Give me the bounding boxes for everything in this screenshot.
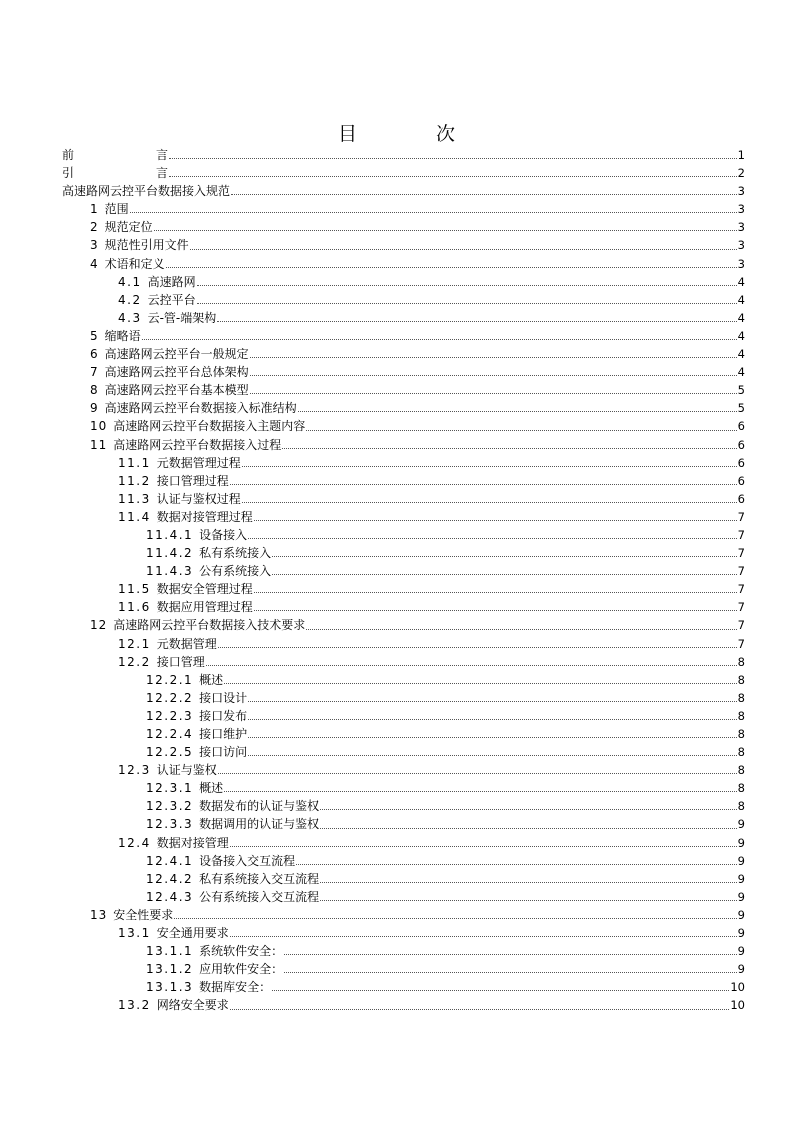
toc-entry-text: 高速路网云控平台数据接入主题内容 xyxy=(113,419,306,434)
toc-entry[interactable] xyxy=(62,888,745,906)
toc-dot-leader xyxy=(250,392,737,394)
toc-entry[interactable] xyxy=(62,472,745,490)
toc-entry-page-number: 8 xyxy=(737,672,745,687)
toc-entry-page-number: 9 xyxy=(737,944,745,959)
toc-entry-text: 接口设计 xyxy=(199,690,248,705)
toc-entry-number: 12.2.5 xyxy=(146,745,194,760)
toc-entry-text: 术语和定义 xyxy=(104,256,165,271)
toc-dot-leader xyxy=(206,664,737,666)
toc-entry-heading-right: 言 xyxy=(155,166,168,181)
toc-entry-number: 11.6 xyxy=(118,600,151,615)
toc-entry[interactable] xyxy=(62,852,745,870)
toc-entry-page-number: 7 xyxy=(737,527,745,542)
toc-dot-leader xyxy=(320,899,736,901)
toc-entry-text: 接口发布 xyxy=(199,708,248,723)
toc-entry-number: 12.4 xyxy=(118,835,151,850)
toc-entry-page-number: 9 xyxy=(737,871,745,886)
toc-dot-leader xyxy=(282,447,736,449)
toc-entry[interactable] xyxy=(62,797,745,815)
toc-entry-page-number: 6 xyxy=(737,419,745,434)
toc-entry-number: 4.2 xyxy=(118,292,142,307)
toc-entry[interactable] xyxy=(62,436,745,454)
toc-entry-text: 接口访问 xyxy=(199,745,248,760)
toc-entry-text: 数据发布的认证与鉴权 xyxy=(199,799,320,814)
toc-entry-text: 系统软件安全： xyxy=(199,944,284,959)
toc-entry-page-number: 3 xyxy=(737,256,745,271)
toc-entry-page-number: 8 xyxy=(737,690,745,705)
toc-entry-number: 6 xyxy=(90,347,99,362)
toc-entry-text: 认证与鉴权 xyxy=(156,763,217,778)
toc-entry-page-number: 8 xyxy=(737,745,745,760)
toc-entry-text: 高速路网云控平台数据接入过程 xyxy=(113,437,282,452)
toc-entry-number: 12.3 xyxy=(118,763,151,778)
toc-entry-page-number: 4 xyxy=(737,365,745,380)
toc-dot-leader xyxy=(272,555,736,557)
toc-entry-text: 范围 xyxy=(104,202,129,217)
toc-entry-number: 11.2 xyxy=(118,473,151,488)
toc-entry-number: 4.3 xyxy=(118,310,142,325)
toc-dot-leader xyxy=(197,284,737,286)
toc-entry-number: 12.2 xyxy=(118,654,151,669)
toc-entry-page-number: 7 xyxy=(737,564,745,579)
toc-dot-leader xyxy=(248,537,736,539)
toc-entry-number: 12.4.2 xyxy=(146,871,194,886)
toc-entry-text: 概述 xyxy=(199,672,224,687)
toc-entry-page-number: 4 xyxy=(737,328,745,343)
toc-entry[interactable] xyxy=(62,960,745,978)
toc-entry-text: 网络安全要求 xyxy=(156,998,229,1013)
toc-dot-leader xyxy=(230,935,737,937)
toc-dot-leader xyxy=(174,917,736,919)
toc-entry[interactable] xyxy=(62,743,745,761)
toc-entry[interactable] xyxy=(62,417,745,435)
toc-entry-number: 12.2.4 xyxy=(146,727,194,741)
toc-dot-leader xyxy=(169,175,737,177)
toc-entry-text: 应用软件安全： xyxy=(199,962,284,977)
toc-entry[interactable] xyxy=(62,200,745,218)
toc-entry-text: 设备接入 xyxy=(199,527,248,542)
toc-title: 目 次 xyxy=(337,123,485,145)
toc-entry-number: 12.2.3 xyxy=(146,708,194,723)
toc-entry-number: 10 xyxy=(90,419,108,434)
toc-entry-number: 13.1.3 xyxy=(146,980,194,995)
toc-entry-page-number: 9 xyxy=(737,817,745,832)
toc-entry-page-number: 9 xyxy=(737,962,745,977)
toc-entry-number: 12.2.2 xyxy=(146,690,194,705)
toc-entry-number: 12.3.2 xyxy=(146,799,194,814)
toc-entry-text: 公有系统接入 xyxy=(199,564,272,579)
toc-entry-page-number: 4 xyxy=(737,292,745,307)
toc-entry[interactable] xyxy=(62,761,745,779)
toc-entry-text: 认证与鉴权过程 xyxy=(156,491,241,506)
table-of-contents xyxy=(62,146,745,1015)
toc-dot-leader xyxy=(320,808,736,810)
toc-entry-number: 1 xyxy=(90,202,99,217)
toc-entry[interactable] xyxy=(62,544,745,562)
toc-dot-leader xyxy=(254,609,737,611)
toc-entry-page-number: 8 xyxy=(737,781,745,796)
toc-dot-leader xyxy=(169,157,737,159)
toc-entry-number: 7 xyxy=(90,365,99,380)
toc-entry-page-number: 6 xyxy=(737,437,745,452)
toc-entry-page-number: 7 xyxy=(737,600,745,615)
toc-entry-number: 11.4.1 xyxy=(146,527,194,542)
toc-dot-leader xyxy=(250,356,737,358)
toc-entry-number: 4 xyxy=(90,256,99,271)
toc-entry-text: 元数据管理过程 xyxy=(156,455,241,470)
toc-dot-leader xyxy=(230,1008,730,1010)
toc-entry-text: 元数据管理 xyxy=(156,636,217,651)
toc-entry-number: 11.4.2 xyxy=(146,546,194,561)
toc-dot-leader xyxy=(284,953,736,955)
toc-entry-number: 11 xyxy=(90,437,108,452)
toc-entry[interactable] xyxy=(62,508,745,526)
toc-entry-text: 数据对接管理 xyxy=(156,835,229,850)
toc-entry-number: 11.3 xyxy=(118,491,151,506)
toc-entry-text: 设备接入交互流程 xyxy=(199,853,296,868)
toc-entry[interactable] xyxy=(62,996,745,1014)
toc-entry[interactable] xyxy=(62,978,745,996)
toc-dot-leader xyxy=(230,845,737,847)
toc-entry-number: 3 xyxy=(90,238,99,253)
toc-entry-page-number: 7 xyxy=(737,509,745,524)
toc-entry-number: 2 xyxy=(90,220,99,235)
toc-entry-page-number: 9 xyxy=(737,889,745,904)
toc-entry-number: 11.1 xyxy=(118,455,151,470)
toc-entry-number: 12.1 xyxy=(118,636,151,651)
toc-entry-text: 数据调用的认证与鉴权 xyxy=(199,817,320,832)
toc-entry-text: 数据应用管理过程 xyxy=(156,600,253,615)
toc-entry-text: 规范性引用文件 xyxy=(104,238,189,253)
toc-entry-text: 私有系统接入 xyxy=(199,546,272,561)
toc-entry[interactable] xyxy=(62,182,745,200)
toc-entry[interactable] xyxy=(62,490,745,508)
toc-entry-text: 云控平台 xyxy=(147,292,196,307)
toc-entry-page-number: 8 xyxy=(737,763,745,778)
toc-dot-leader xyxy=(218,772,737,774)
toc-entry-number: 13 xyxy=(90,907,108,922)
toc-entry-number: 12.2.1 xyxy=(146,672,194,687)
toc-entry-text: 高速路网云控平台一般规定 xyxy=(104,347,249,362)
toc-entry[interactable] xyxy=(62,580,745,598)
toc-entry-page-number: 3 xyxy=(737,202,745,217)
toc-entry-number: 13.1 xyxy=(118,926,151,941)
toc-entry[interactable] xyxy=(62,671,745,689)
toc-entry[interactable] xyxy=(62,399,745,417)
toc-entry[interactable] xyxy=(62,309,745,327)
toc-dot-leader xyxy=(154,229,737,231)
toc-entry[interactable] xyxy=(62,906,745,924)
toc-entry-text: 接口管理 xyxy=(156,654,205,669)
toc-entry-number: 8 xyxy=(90,383,99,398)
toc-entry-text: 高速路网 xyxy=(147,274,196,289)
toc-dot-leader xyxy=(272,989,729,991)
toc-entry[interactable] xyxy=(62,273,745,291)
toc-entry[interactable] xyxy=(62,327,745,345)
toc-entry-text: 高速路网云控平台数据接入技术要求 xyxy=(113,618,306,633)
toc-dot-leader xyxy=(130,211,737,213)
toc-entry[interactable] xyxy=(62,834,745,852)
toc-entry-number: 12.3.3 xyxy=(146,817,194,832)
toc-entry-text: 接口维护 xyxy=(199,727,248,741)
toc-entry-number: 13.1.2 xyxy=(146,962,194,977)
toc-dot-leader xyxy=(250,374,737,376)
toc-entry-page-number: 6 xyxy=(737,455,745,470)
toc-entry[interactable] xyxy=(62,707,745,725)
toc-entry-number: 11.4.3 xyxy=(146,564,194,579)
toc-entry-page-number: 9 xyxy=(737,853,745,868)
toc-entry-number: 9 xyxy=(90,401,99,416)
toc-entry-heading xyxy=(62,164,168,182)
toc-entry[interactable] xyxy=(62,635,745,653)
toc-entry-number: 12.4.3 xyxy=(146,889,194,904)
toc-dot-leader xyxy=(248,736,736,738)
toc-entry-page-number: 6 xyxy=(737,473,745,488)
toc-entry-page-number: 3 xyxy=(737,238,745,253)
toc-entry-page-number: 7 xyxy=(737,618,745,633)
toc-dot-leader xyxy=(166,266,737,268)
toc-dot-leader xyxy=(190,248,737,250)
toc-entry-number: 4.1 xyxy=(118,274,142,289)
toc-entry-text: 安全性要求 xyxy=(113,907,174,922)
toc-entry-page-number: 7 xyxy=(737,582,745,597)
toc-entry-text: 高速路网云控平台数据接入标准结构 xyxy=(104,401,297,416)
toc-entry-text: 数据库安全： xyxy=(199,980,272,995)
toc-entry-text: 公有系统接入交互流程 xyxy=(199,889,320,904)
toc-dot-leader xyxy=(254,519,737,521)
toc-entry-page-number: 6 xyxy=(737,491,745,506)
toc-dot-leader xyxy=(197,302,737,304)
toc-entry-page-number: 9 xyxy=(737,926,745,941)
toc-entry-page-number: 4 xyxy=(737,274,745,289)
toc-dot-leader xyxy=(224,682,736,684)
toc-entry-page-number: 8 xyxy=(737,799,745,814)
toc-entry-number: 11.4 xyxy=(118,509,151,524)
toc-entry-text: 安全通用要求 xyxy=(156,926,229,941)
toc-dot-leader xyxy=(218,646,737,648)
toc-entry-page-number: 3 xyxy=(737,220,745,235)
toc-dot-leader xyxy=(248,700,736,702)
toc-entry-page-number: 7 xyxy=(737,546,745,561)
toc-entry-text: 高速路网云控平台数据接入规范 xyxy=(62,184,231,199)
toc-entry-page-number: 8 xyxy=(737,654,745,669)
toc-entry[interactable] xyxy=(62,616,745,634)
toc-entry[interactable] xyxy=(62,924,745,942)
toc-entry[interactable] xyxy=(62,689,745,707)
toc-entry-number: 12 xyxy=(90,618,108,633)
toc-entry-page-number: 9 xyxy=(737,835,745,850)
toc-entry-page-number: 7 xyxy=(737,636,745,651)
toc-entry-number: 12.4.1 xyxy=(146,853,194,868)
toc-entry-heading-left: 引 xyxy=(62,166,75,181)
toc-entry-page-number: 3 xyxy=(737,184,745,199)
toc-entry-page-number: 10 xyxy=(730,980,745,995)
toc-entry-heading-right: 言 xyxy=(155,148,168,162)
toc-entry[interactable] xyxy=(62,236,745,254)
toc-dot-leader xyxy=(320,827,736,829)
toc-entry-number: 12.3.1 xyxy=(146,781,194,796)
toc-entry-text: 高速路网云控平台总体架构 xyxy=(104,365,249,380)
toc-entry[interactable] xyxy=(62,526,745,544)
toc-entry-text: 接口管理过程 xyxy=(156,473,229,488)
toc-dot-leader xyxy=(298,410,737,412)
toc-entry[interactable] xyxy=(62,363,745,381)
toc-dot-leader xyxy=(242,465,737,467)
toc-entry-number: 13.1.1 xyxy=(146,944,194,959)
toc-entry-page-number: 10 xyxy=(730,998,745,1013)
toc-entry[interactable] xyxy=(62,870,745,888)
toc-dot-leader xyxy=(306,429,736,431)
toc-dot-leader xyxy=(224,790,736,792)
toc-entry-text: 缩略语 xyxy=(104,328,141,343)
toc-entry-heading xyxy=(62,146,168,164)
toc-entry[interactable] xyxy=(62,291,745,309)
toc-entry-text: 数据对接管理过程 xyxy=(156,509,253,524)
toc-entry[interactable] xyxy=(62,255,745,273)
toc-entry-page-number: 2 xyxy=(737,166,745,181)
toc-entry[interactable] xyxy=(62,146,745,164)
toc-dot-leader xyxy=(254,591,737,593)
toc-entry-page-number: 4 xyxy=(737,347,745,362)
toc-entry-number: 13.2 xyxy=(118,998,151,1013)
toc-entry[interactable] xyxy=(62,598,745,616)
toc-dot-leader xyxy=(142,338,737,340)
toc-entry[interactable] xyxy=(62,653,745,671)
toc-entry-page-number: 9 xyxy=(737,907,745,922)
toc-entry-page-number: 1 xyxy=(737,148,745,162)
toc-dot-leader xyxy=(296,863,736,865)
toc-dot-leader xyxy=(231,193,737,195)
toc-entry-text: 云-管-端架构 xyxy=(147,310,217,325)
toc-dot-leader xyxy=(217,320,736,322)
toc-entry[interactable] xyxy=(62,381,745,399)
toc-entry-page-number: 8 xyxy=(737,727,745,741)
toc-entry-text: 概述 xyxy=(199,781,224,796)
toc-entry[interactable] xyxy=(62,164,745,182)
toc-dot-leader xyxy=(248,754,736,756)
toc-dot-leader xyxy=(242,501,737,503)
toc-dot-leader xyxy=(272,573,736,575)
toc-entry-page-number: 8 xyxy=(737,708,745,723)
toc-entry-page-number: 5 xyxy=(737,401,745,416)
toc-dot-leader xyxy=(284,971,736,973)
toc-entry-number: 5 xyxy=(90,328,99,343)
toc-dot-leader xyxy=(306,628,736,630)
toc-dot-leader xyxy=(320,881,736,883)
toc-entry-text: 数据安全管理过程 xyxy=(156,582,253,597)
toc-entry[interactable] xyxy=(62,218,745,236)
toc-entry-text: 规范定位 xyxy=(104,220,153,235)
toc-entry[interactable] xyxy=(62,345,745,363)
toc-entry[interactable] xyxy=(62,779,745,797)
toc-entry[interactable] xyxy=(62,454,745,472)
toc-entry-heading-left: 前 xyxy=(62,148,75,162)
toc-entry[interactable] xyxy=(62,942,745,960)
toc-entry[interactable] xyxy=(62,562,745,580)
toc-entry[interactable] xyxy=(62,815,745,833)
toc-entry-number: 11.5 xyxy=(118,582,151,597)
toc-entry-text: 高速路网云控平台基本模型 xyxy=(104,383,249,398)
toc-entry-text: 私有系统接入交互流程 xyxy=(199,871,320,886)
toc-entry-page-number: 5 xyxy=(737,383,745,398)
toc-entry[interactable] xyxy=(62,725,745,743)
toc-entry-page-number: 4 xyxy=(737,310,745,325)
toc-dot-leader xyxy=(230,483,737,485)
toc-dot-leader xyxy=(248,718,736,720)
